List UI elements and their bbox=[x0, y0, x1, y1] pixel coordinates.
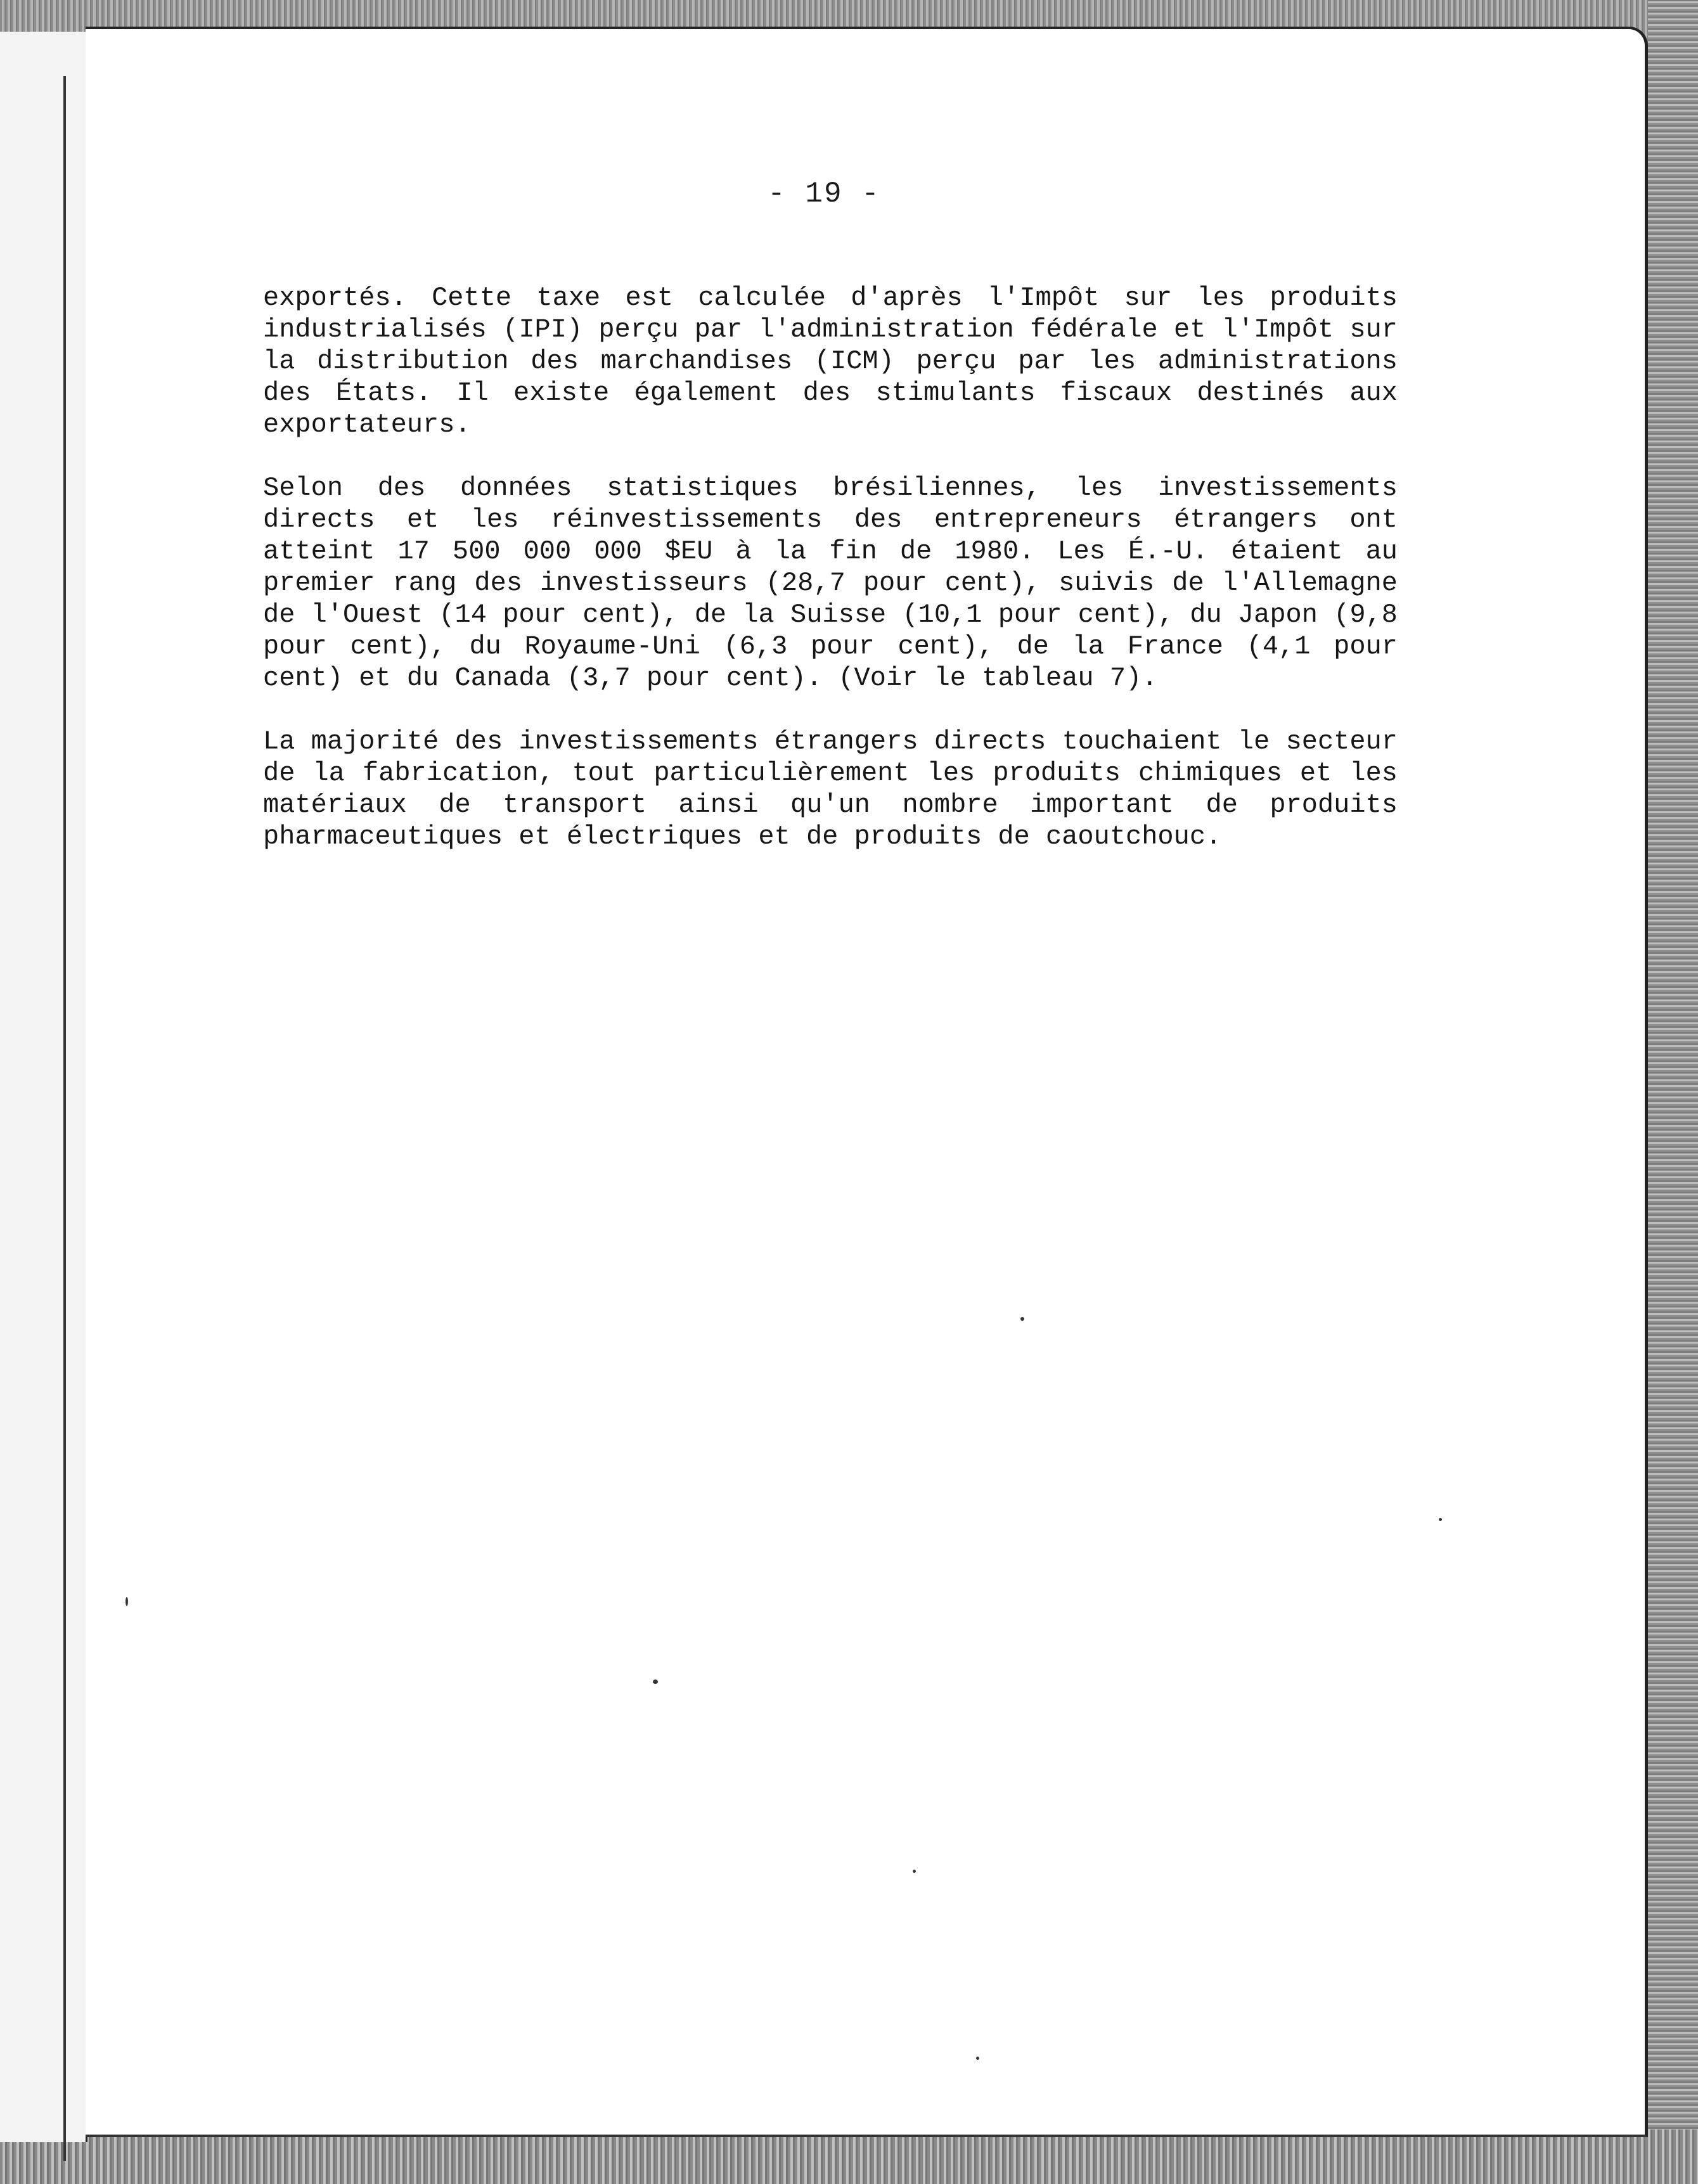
document-body bbox=[263, 282, 1398, 884]
paragraph-foreign-investment: Selon des données statistiques brésiliennes, les investissements directs et les réinvestissements des entrepreneurs étrangers ont atteint 17 500 000 000 $EU à la fin de 1980. Les É.-U. étaient au premier rang des investisseurs (28,7 pour cent), suivis de l'Allemagne de l'Ouest (14 pour cent), de la Suisse (10,1 pour cent), du Japon (9,8 pour cent), du Royaume-Uni (6,3 pour cent), de la France (4,1 pour cent) et du Canada (3,7 pour cent). (Voir le tableau 7). bbox=[263, 473, 1398, 693]
paragraph-export-tax: exportés. Cette taxe est calculée d'après l'Impôt sur les produits industrialisés (IPI) perçu par l'administration fédérale et l'Impôt sur la distribution des marchandises (ICM) perçu par les administrations des États. Il existe également des stimulants fiscaux destinés aux exportateurs. bbox=[263, 283, 1398, 440]
scan-speck bbox=[976, 2057, 979, 2060]
scan-speck bbox=[125, 1597, 128, 1606]
paragraph-manufacturing-sector: La majorité des investissements étrangers directs touchaient le secteur de la fabrication, tout particulièrement les produits chimiques et les matériaux de transport ainsi qu'un nombre important de produits pharmaceutiques et électriques et de produits de caoutchouc. bbox=[263, 726, 1398, 852]
scan-speck bbox=[1439, 1518, 1442, 1521]
binding-line bbox=[63, 76, 66, 2161]
scan-speck bbox=[653, 1680, 658, 1684]
scan-speck bbox=[1020, 1317, 1024, 1321]
scan-speck bbox=[913, 1870, 916, 1873]
scan-edge-bottom bbox=[0, 2129, 1698, 2184]
page-number: - 19 - bbox=[768, 177, 880, 210]
scan-edge-right bbox=[1648, 0, 1698, 2184]
binding-strip bbox=[0, 32, 87, 2142]
